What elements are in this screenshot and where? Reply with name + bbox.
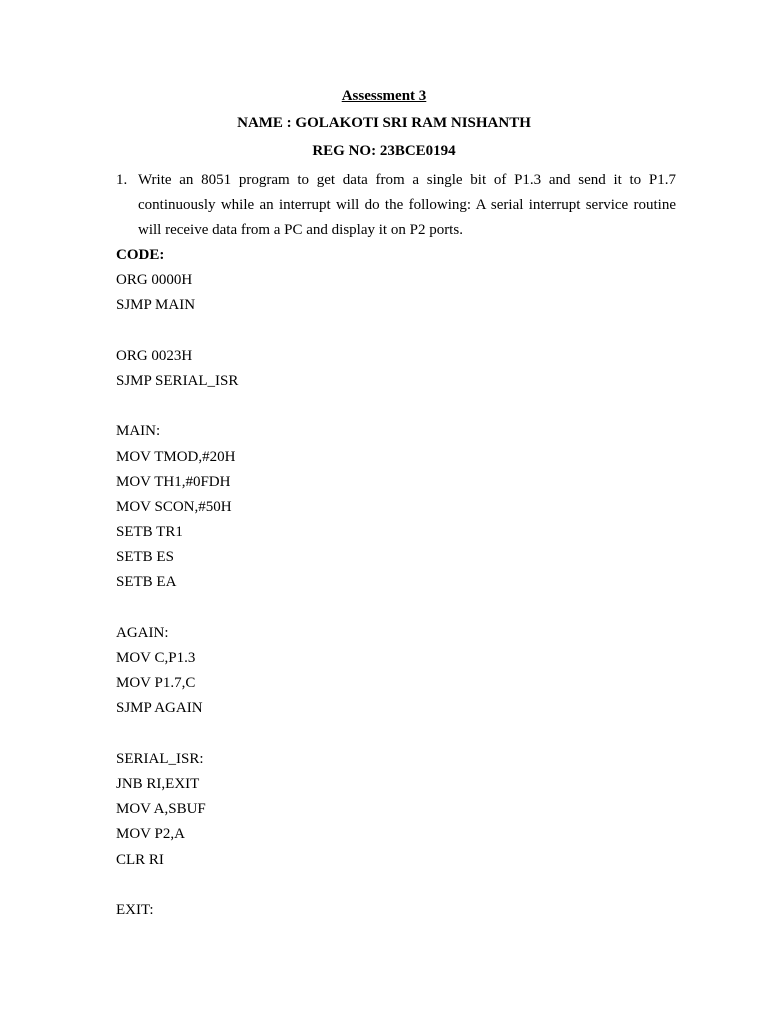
code-line: EXIT: bbox=[116, 901, 154, 918]
code-line: MOV C,P1.3 bbox=[116, 650, 196, 666]
code-line: MOV P1.7,C bbox=[116, 675, 196, 692]
code-heading: CODE: bbox=[116, 247, 165, 263]
question-text: Write an 8051 program to get data from a single bit of P1.3 and send it to P1.7 continuously while an interrupt will do the following: A serial interrupt service routine will receive data from a PC and display it on P2 ports. bbox=[138, 172, 676, 238]
document-title-text: Assessment 3 bbox=[341, 88, 427, 104]
code-block bbox=[116, 243, 676, 923]
code-line: MOV SCON,#50H bbox=[116, 498, 232, 515]
document-title bbox=[0, 87, 768, 105]
code-line: JNB RI,EXIT bbox=[116, 775, 200, 792]
code-line: MOV A,SBUF bbox=[116, 801, 206, 818]
code-line: SJMP AGAIN bbox=[116, 700, 203, 717]
code-lines bbox=[116, 268, 676, 923]
code-line: ORG 0023H bbox=[116, 347, 193, 364]
question-number: 1. bbox=[116, 172, 128, 188]
code-line: SETB TR1 bbox=[116, 524, 183, 541]
code-line: AGAIN: bbox=[116, 624, 169, 641]
code-line: SETB ES bbox=[116, 549, 174, 566]
code-line: MOV P2,A bbox=[116, 826, 185, 843]
code-line bbox=[116, 319, 676, 344]
code-line: ORG 0000H bbox=[116, 272, 193, 289]
code-line: CLR RI bbox=[116, 851, 164, 868]
student-name: NAME : GOLAKOTI SRI RAM NISHANTH bbox=[237, 115, 531, 131]
code-line: MAIN: bbox=[116, 423, 161, 440]
code-line: SETB EA bbox=[116, 574, 177, 591]
code-line: SERIAL_ISR: bbox=[116, 750, 204, 767]
code-line: SJMP SERIAL_ISR bbox=[116, 372, 239, 389]
question-item bbox=[116, 168, 676, 243]
code-line: MOV TH1,#0FDH bbox=[116, 473, 231, 490]
code-line bbox=[116, 596, 676, 621]
code-line: MOV TMOD,#20H bbox=[116, 448, 236, 465]
code-line: SJMP MAIN bbox=[116, 297, 196, 314]
code-line bbox=[116, 722, 676, 747]
code-line bbox=[116, 873, 676, 898]
code-line bbox=[116, 394, 676, 419]
registration-number: REG NO: 23BCE0194 bbox=[312, 143, 456, 159]
